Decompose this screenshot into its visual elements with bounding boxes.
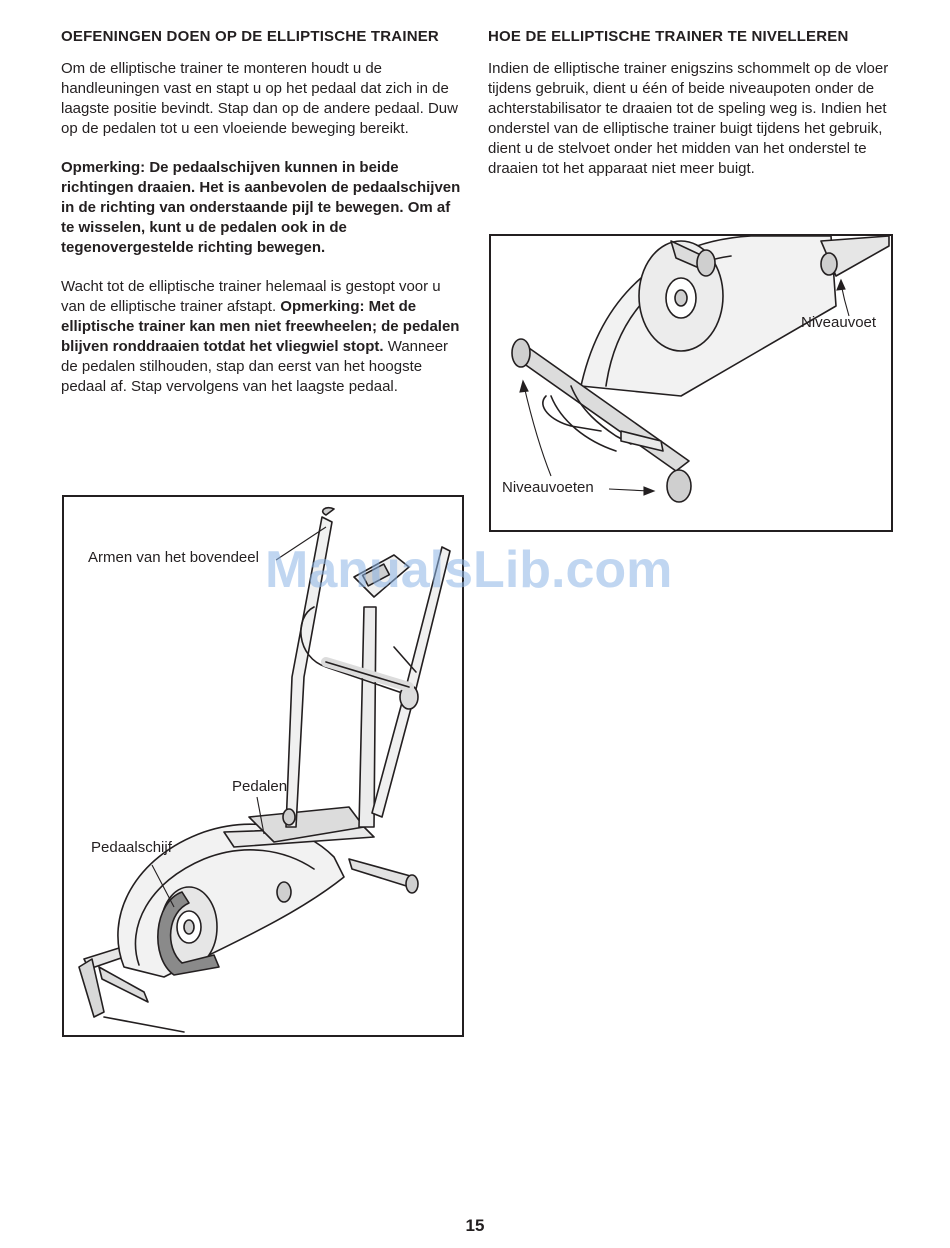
exercise-paragraph-3 bbox=[61, 277, 466, 397]
label-pedals: Pedalen bbox=[232, 778, 288, 795]
leveling-heading: HOE DE ELLIPTISCHE TRAINER TE NIVELLEREN bbox=[488, 28, 849, 45]
left-column bbox=[61, 27, 466, 416]
label-leveling-feet: Niveauvoeten bbox=[502, 479, 594, 496]
label-upper-arms: Armen van het bovendeel bbox=[88, 549, 259, 566]
page-number: 15 bbox=[465, 1216, 485, 1235]
exercise-paragraph-3-note: Opmerking: Met de elliptische trainer kan men niet freewheelen; de pedalen blijven ronddraaien totdat het vliegwiel stopt. bbox=[61, 298, 460, 355]
label-pedal-disc: Pedaalschijf bbox=[91, 839, 172, 856]
exercise-paragraph-3-c: Wanneer de pedalen stilhouden, stap dan eerst van het hoogste pedaal af. Stap vervolgens van het laagste pedaal. bbox=[61, 338, 449, 395]
exercise-paragraph-3-a: Wacht tot de elliptische trainer helemaal is gestopt voor u van de elliptische trainer afstapt. bbox=[61, 278, 441, 315]
figure-leveling-feet bbox=[489, 234, 893, 532]
leveling-paragraph: Indien de elliptische trainer enigszins schommelt op de vloer tijdens gebruik, dient u één of beide niveaupoten onder de achterstabilisator te draaien tot de speling weg is. Indien het onderstel van de elliptische trainer buigt tijdens het gebruik, dient u de stelvoet onder het midden van het onderstel te draaien tot het apparaat niet meer buigt. bbox=[488, 60, 889, 177]
exercise-note-text: Opmerking: De pedaalschijven kunnen in beide richtingen draaien. Het is aanbevolen de pedaalschijven in de richting van onderstaande pijl te bewegen. Om af te wisselen, kunt u de pedalen ook in de tegenovergestelde richting bewegen. bbox=[61, 159, 461, 256]
right-column bbox=[488, 27, 893, 198]
label-leveling-foot: Niveauvoet bbox=[801, 314, 877, 331]
exercise-paragraph-1: Om de elliptische trainer te monteren houdt u de handleuningen vast en stapt u op het pedaal dat zich in de laagste positie bevindt. Stap dan op de andere pedaal. Duw op de pedalen tot u een vloeiende beweging bereikt. bbox=[61, 60, 458, 137]
watermark: ManualsLib.com bbox=[265, 541, 673, 599]
exercise-heading: OEFENINGEN DOEN OP DE ELLIPTISCHE TRAINER bbox=[61, 28, 439, 45]
exercise-note bbox=[61, 158, 466, 258]
